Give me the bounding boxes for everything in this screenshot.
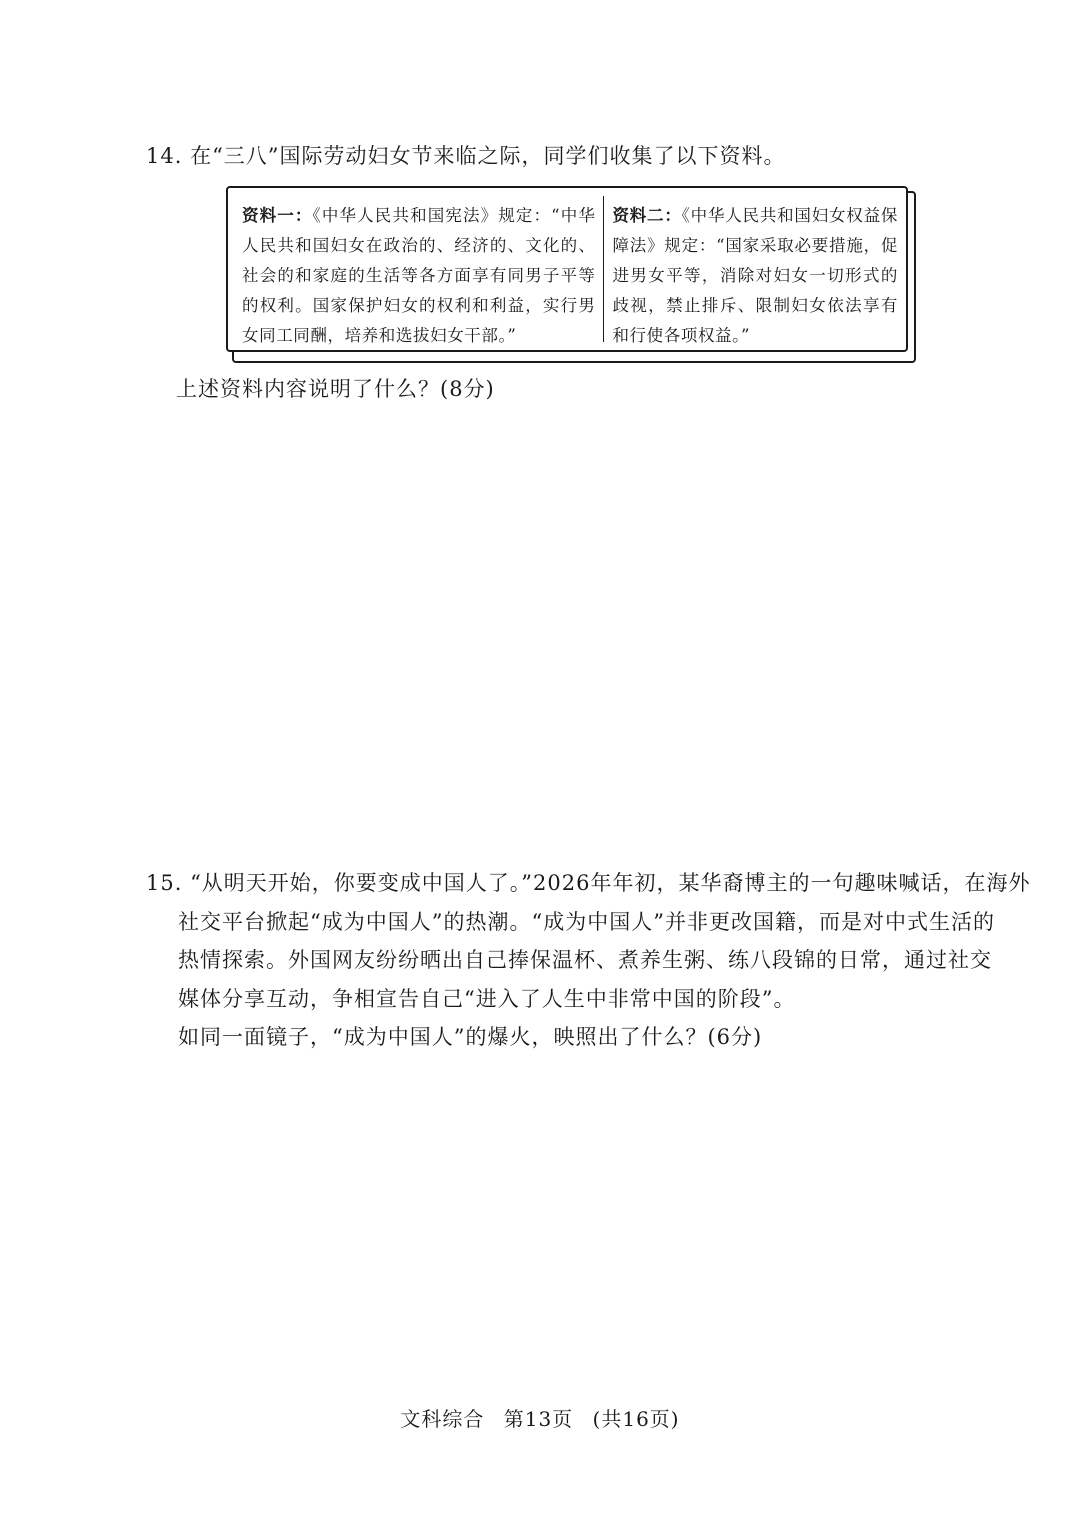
material-one-line: 等的权利。国家保护妇女的权利和利益，实 — [242, 266, 596, 315]
material-box — [226, 186, 908, 352]
material-two-line: 促进男女平等，消除对妇女一切形 — [612, 236, 898, 285]
question-15 — [146, 864, 1031, 1057]
question-15-line: 15. “从明天开始，你要变成中国人了。”2026年年初，某华裔博主的一句趣味喊话，在海外 — [146, 871, 1031, 895]
footer-total-pages: (共16页) — [592, 1407, 680, 1431]
material-one-line: 行男女同工同酬，培养和选拔妇女干部。” — [242, 296, 596, 345]
material-two-line: 《中华人民共和国妇女权益 — [681, 206, 881, 225]
material-two-line: 享有和行使各项权益。” — [612, 296, 898, 345]
question-15-prompt: 如同一面镜子，“成为中国人”的爆火，映照出了什么？(6分) — [178, 1025, 763, 1049]
question-14-prompt: 上述资料内容说明了什么？(8分) — [176, 377, 495, 401]
material-one — [228, 188, 603, 350]
footer-page-number: 第13页 — [503, 1407, 574, 1431]
question-15-line: 社交平台掀起“成为中国人”的热潮。“成为中国人”并非更改国籍，而是对中式生活的 — [178, 909, 995, 934]
material-two-line: 保障法》规定：“国家采取必要措施， — [612, 206, 898, 255]
material-one-label: 资料一： — [242, 206, 313, 225]
material-one-line: 社会的和家庭的生活等各方面享有同男子平 — [242, 266, 579, 285]
material-two — [604, 188, 906, 350]
page-footer — [0, 1403, 1080, 1432]
material-one-line: 人民共和国妇女在政治的、经济的、文化的、 — [242, 236, 596, 255]
material-two-label: 资料二： — [612, 206, 682, 225]
footer-subject: 文科综合 — [400, 1407, 485, 1431]
material-one-line: 《中华人民共和国宪法》规定：“中华 — [312, 206, 596, 225]
question-15-line: 媒体分享互动，争相宣告自己“进入了人生中非常中国的阶段”。 — [178, 986, 796, 1011]
material-two-line: 式的歧视，禁止排斥、限制妇女依法 — [612, 266, 898, 315]
question-15-line: 热情探索。外国网友纷纷晒出自己捧保温杯、煮养生粥、练八段锦的日常，通过社交 — [178, 948, 992, 972]
question-14-stem: 14. 在“三八”国际劳动妇女节来临之际，同学们收集了以下资料。 — [146, 144, 786, 168]
